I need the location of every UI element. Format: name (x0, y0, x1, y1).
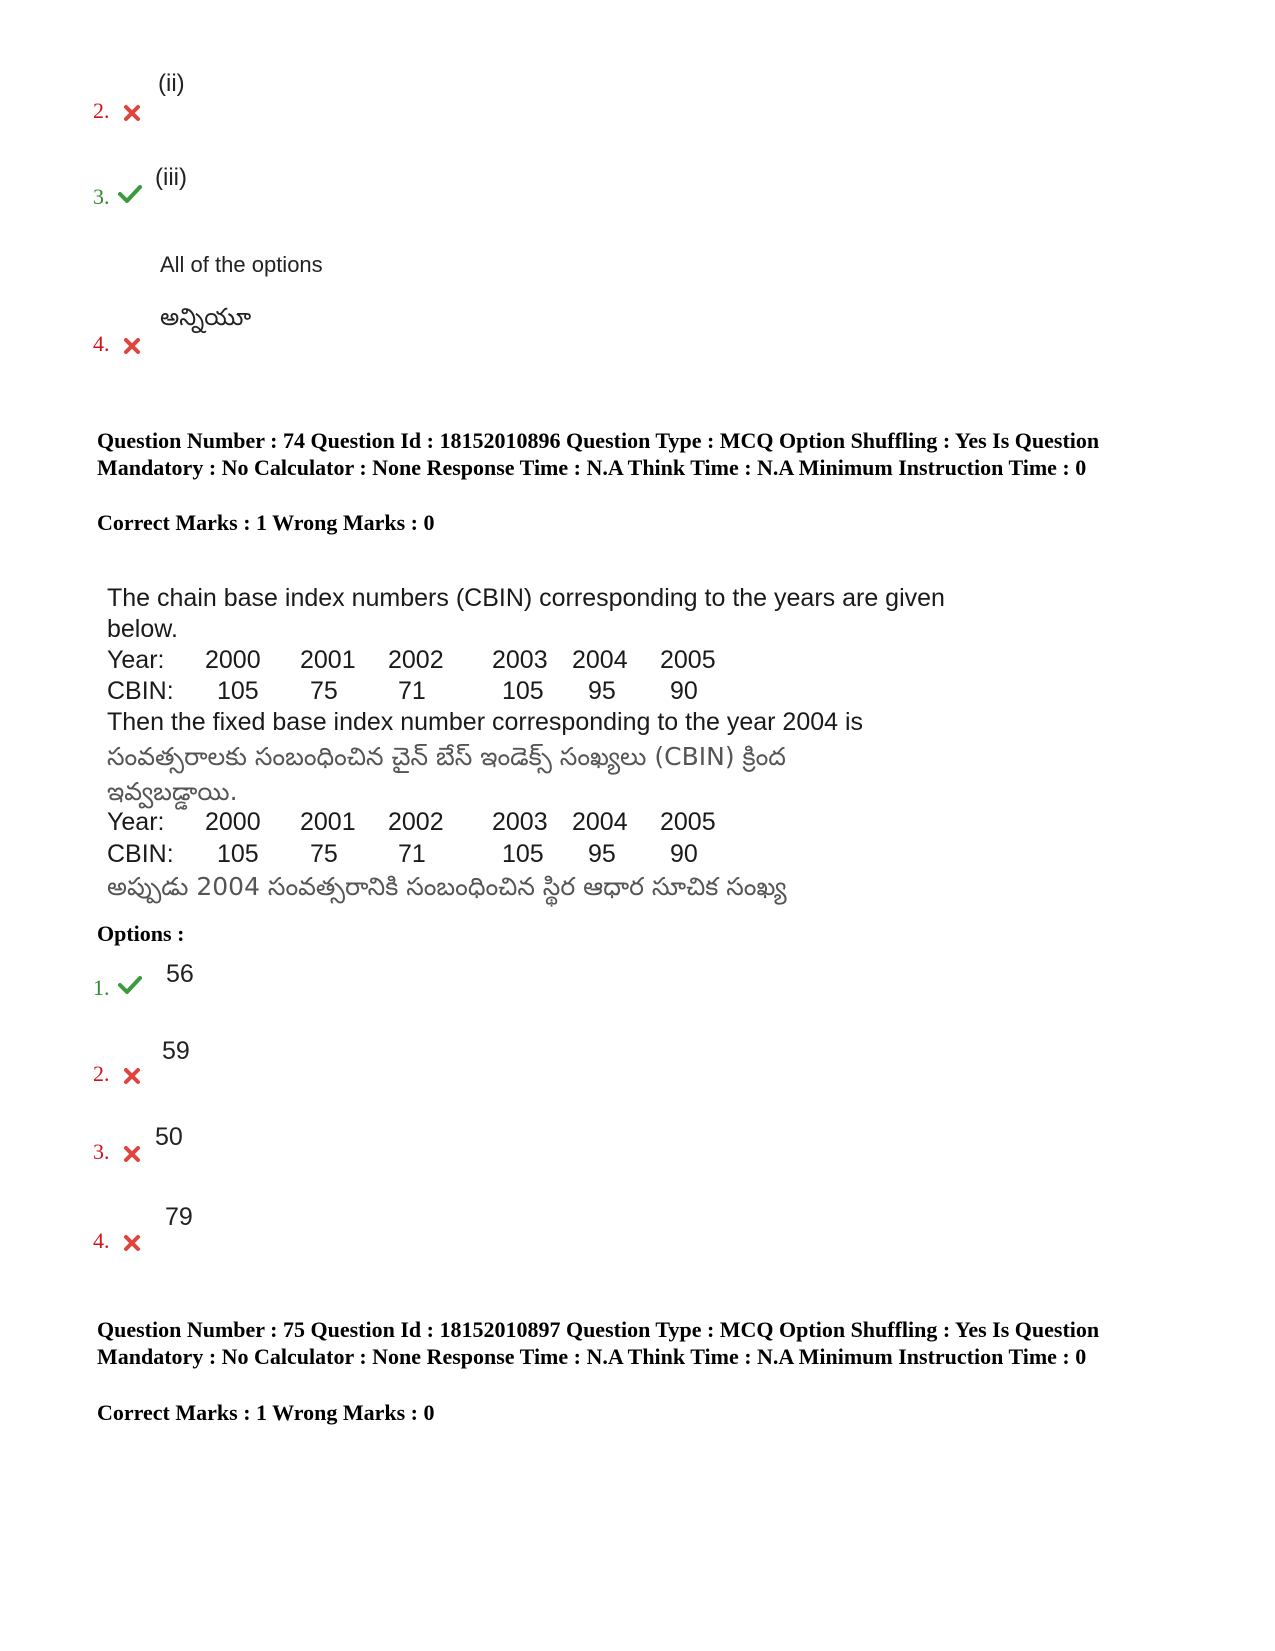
year-cell: 2005 (660, 646, 716, 674)
cross-icon (122, 1233, 142, 1253)
year-cell: 2002 (388, 808, 444, 836)
cbin-cell: 75 (310, 677, 338, 705)
year-cell: 2002 (388, 646, 444, 674)
question-text-te-line1: సంవత్సరాలకు సంబంధించిన చైన్ బేస్ ఇండెక్స్ సంఖ్యలు (CBIN) క్రింద (107, 742, 786, 771)
prev-option-2-number: 2. (93, 98, 110, 123)
cbin-cell: 90 (670, 677, 698, 705)
options-label: Options : (97, 921, 185, 946)
year-row-te (107, 808, 807, 838)
cbin-label: CBIN: (107, 840, 174, 868)
question-75-header: Question Number : 75 Question Id : 18152010897 Question Type : MCQ Option Shuffling : Yes Is Question Mandatory : No Calculator : None Response Time : N.A Think Time : N.A Minimum Instruction Time : 0 (97, 1317, 1100, 1369)
year-cell: 2001 (300, 808, 356, 836)
prev-option-3-number: 3. (93, 184, 110, 209)
year-cell: 2003 (492, 808, 548, 836)
year-cell: 2001 (300, 646, 356, 674)
prev-option-3-text: (iii) (155, 164, 187, 191)
cbin-cell: 71 (398, 840, 426, 868)
year-cell: 2000 (205, 808, 261, 836)
option-2-text: 59 (162, 1037, 190, 1065)
cbin-cell: 75 (310, 840, 338, 868)
cross-icon (122, 336, 142, 356)
year-row (107, 646, 807, 676)
cbin-row-te (107, 840, 807, 870)
year-cell: 2005 (660, 808, 716, 836)
cross-icon (122, 103, 142, 123)
question-74-marks: Correct Marks : 1 Wrong Marks : 0 (97, 510, 435, 535)
option-1-text: 56 (166, 960, 194, 988)
cbin-label: CBIN: (107, 677, 174, 705)
cbin-row (107, 677, 807, 707)
cbin-cell: 105 (217, 677, 259, 705)
cbin-cell: 71 (398, 677, 426, 705)
year-cell: 2004 (572, 808, 628, 836)
cbin-cell: 105 (502, 677, 544, 705)
question-text-en-line2: below. (107, 615, 178, 643)
option-4-number: 4. (93, 1228, 110, 1253)
prev-option-2-text: (ii) (158, 70, 185, 97)
cbin-cell: 105 (217, 840, 259, 868)
question-text-en-line3: Then the fixed base index number corresponding to the year 2004 is (107, 708, 864, 736)
cbin-cell: 95 (588, 677, 616, 705)
cbin-cell: 105 (502, 840, 544, 868)
question-74-header: Question Number : 74 Question Id : 18152010896 Question Type : MCQ Option Shuffling : Yes Is Question Mandatory : No Calculator : None Response Time : N.A Think Time : N.A Minimum Instruction Time : 0 (97, 428, 1100, 480)
cbin-cell: 95 (588, 840, 616, 868)
option-1-number: 1. (93, 975, 110, 1000)
prev-option-4-text-te: అన్నియూ (160, 303, 252, 331)
question-text-te-line3: అప్పుడు 2004 సంవత్సరానికి సంబంధించిన స్థిర ఆధార సూచిక సంఖ్య (107, 872, 787, 901)
option-3-text: 50 (155, 1123, 183, 1151)
checkmark-icon (118, 184, 142, 204)
year-label: Year: (107, 646, 165, 674)
prev-option-4-number: 4. (93, 331, 110, 356)
cbin-cell: 90 (670, 840, 698, 868)
option-4-text: 79 (165, 1203, 193, 1231)
year-cell: 2003 (492, 646, 548, 674)
question-text-en-line1: The chain base index numbers (CBIN) corresponding to the years are given (107, 584, 945, 612)
cross-icon (122, 1066, 142, 1086)
year-label: Year: (107, 808, 165, 836)
year-cell: 2004 (572, 646, 628, 674)
prev-option-4-text-en: All of the options (160, 252, 323, 277)
option-3-number: 3. (93, 1139, 110, 1164)
option-2-number: 2. (93, 1061, 110, 1086)
year-cell: 2000 (205, 646, 261, 674)
checkmark-icon (118, 975, 142, 995)
question-75-marks: Correct Marks : 1 Wrong Marks : 0 (97, 1400, 435, 1425)
question-text-te-line2: ఇవ్వబడ్డాయి. (107, 777, 238, 806)
cross-icon (122, 1144, 142, 1164)
